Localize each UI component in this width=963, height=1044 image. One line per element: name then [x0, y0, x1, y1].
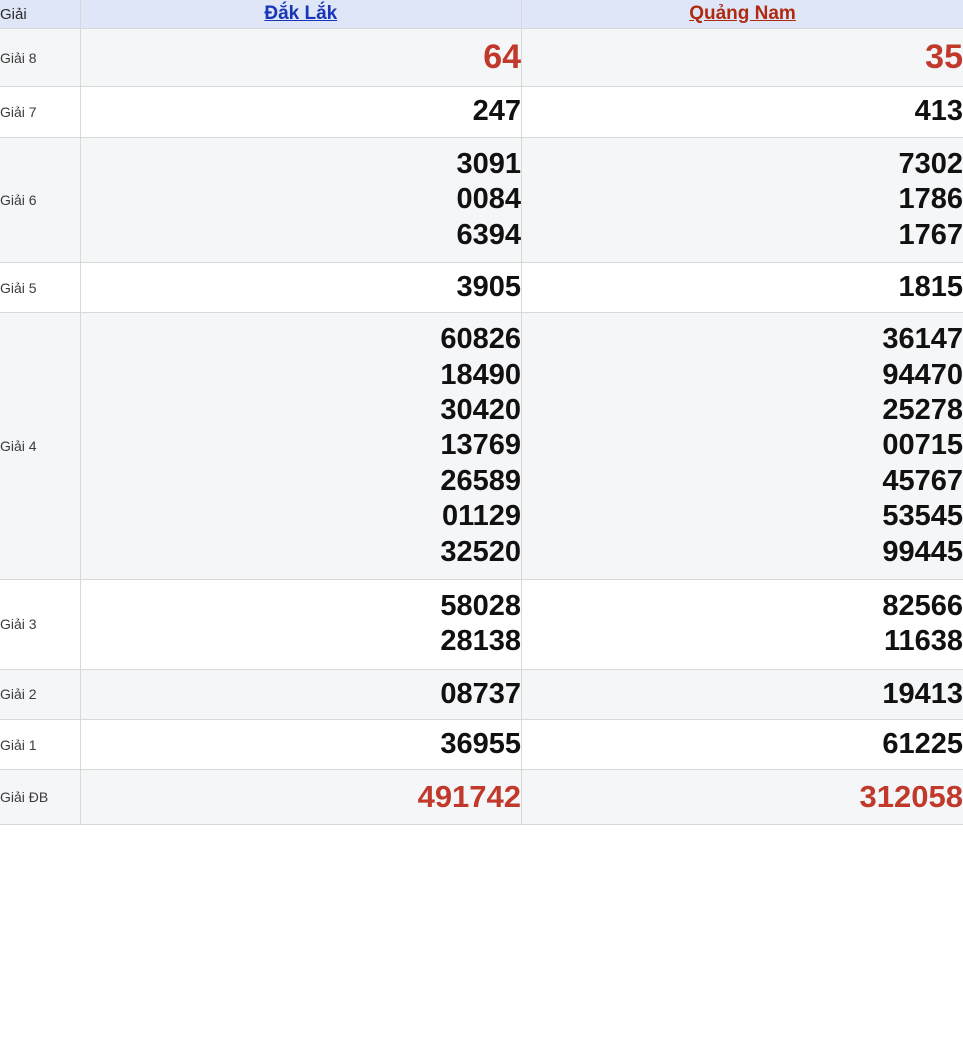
prize-numbers-g3-col1: [80, 579, 521, 669]
prize-number: 35: [925, 38, 963, 76]
province-link-dak-lak[interactable]: Đắk Lắk: [264, 3, 338, 24]
prize-numbers-g7-col1: [80, 87, 521, 137]
prize-label-g5: Giải 5: [0, 262, 80, 312]
prize-number: 82566: [882, 589, 963, 622]
prize-number: 64: [483, 38, 522, 76]
prize-number: 08737: [440, 677, 522, 710]
prize-number: 491742: [417, 779, 522, 815]
prize-label-g2: Giải 2: [0, 669, 80, 719]
table-row: [0, 137, 963, 262]
prize-number: 18490: [440, 358, 522, 391]
prize-number: 01129: [441, 500, 522, 533]
prize-number: 0084: [456, 183, 522, 216]
prize-numbers-g8-col1: [80, 29, 521, 87]
prize-number: 25278: [882, 394, 963, 427]
prize-number: 247: [472, 95, 522, 128]
prize-number: 60826: [440, 323, 522, 356]
table-row: [0, 29, 963, 87]
prize-number: 7302: [898, 147, 963, 180]
header-province-quang-nam: [522, 0, 963, 29]
prize-numbers-g7-col2: [522, 87, 963, 137]
prize-number: 3905: [456, 270, 522, 303]
prize-numbers-g2-col1: [80, 669, 521, 719]
table-row: [0, 313, 963, 580]
prize-number: 413: [914, 95, 963, 128]
prize-number: 6394: [456, 218, 522, 251]
prize-numbers-g3-col2: [522, 579, 963, 669]
prize-number: 94470: [882, 358, 963, 391]
prize-number: 99445: [882, 535, 963, 568]
prize-number: 32520: [440, 535, 522, 568]
prize-number: 36147: [882, 323, 963, 356]
prize-number: 3091: [456, 147, 522, 180]
prize-number: 53545: [882, 500, 963, 533]
table-header: [0, 0, 963, 29]
prize-numbers-g6-col2: [522, 137, 963, 262]
table-row: [0, 669, 963, 719]
prize-number: 28138: [440, 625, 522, 658]
table-row: [0, 87, 963, 137]
prize-numbers-g6-col1: [80, 137, 521, 262]
prize-numbers-g1-col2: [522, 720, 963, 770]
prize-number: 1767: [898, 218, 963, 251]
prize-numbers-g8-col2: [522, 29, 963, 87]
table-row: [0, 770, 963, 825]
table-row: [0, 262, 963, 312]
prize-label-g7: Giải 7: [0, 87, 80, 137]
prize-number: 26589: [440, 464, 522, 497]
prize-numbers-g4-col1: [80, 313, 521, 580]
prize-number: 30420: [440, 394, 522, 427]
prize-number: 1815: [898, 270, 963, 303]
prize-label-g6: Giải 6: [0, 137, 80, 262]
table-row: [0, 720, 963, 770]
prize-numbers-g4-col2: [522, 313, 963, 580]
prize-number: 58028: [440, 589, 522, 622]
prize-number: 00715: [882, 429, 963, 462]
prize-number: 13769: [440, 429, 522, 462]
header-row: [0, 0, 963, 29]
prize-number: 36955: [440, 728, 522, 761]
prize-label-g8: Giải 8: [0, 29, 80, 87]
prize-label-g3: Giải 3: [0, 579, 80, 669]
prize-number: 1786: [898, 183, 963, 216]
table-row: [0, 579, 963, 669]
prize-numbers-gdb-col1: [80, 770, 521, 825]
prize-numbers-gdb-col2: [522, 770, 963, 825]
prize-label-g4: Giải 4: [0, 313, 80, 580]
header-province-dak-lak: [80, 0, 521, 29]
prize-number: 11638: [883, 625, 963, 658]
prize-label-g1: Giải 1: [0, 720, 80, 770]
prize-numbers-g5-col2: [522, 262, 963, 312]
prize-number: 19413: [882, 677, 963, 710]
province-link-quang-nam[interactable]: Quảng Nam: [689, 3, 796, 24]
prize-number: 312058: [859, 779, 963, 815]
prize-number: 45767: [882, 464, 963, 497]
prize-label-gdb: Giải ĐB: [0, 770, 80, 825]
prize-numbers-g2-col2: [522, 669, 963, 719]
prize-numbers-g5-col1: [80, 262, 521, 312]
header-prize-label: Giải: [0, 0, 80, 29]
prize-numbers-g1-col1: [80, 720, 521, 770]
prize-number: 61225: [882, 728, 963, 761]
table-body: [0, 29, 963, 825]
